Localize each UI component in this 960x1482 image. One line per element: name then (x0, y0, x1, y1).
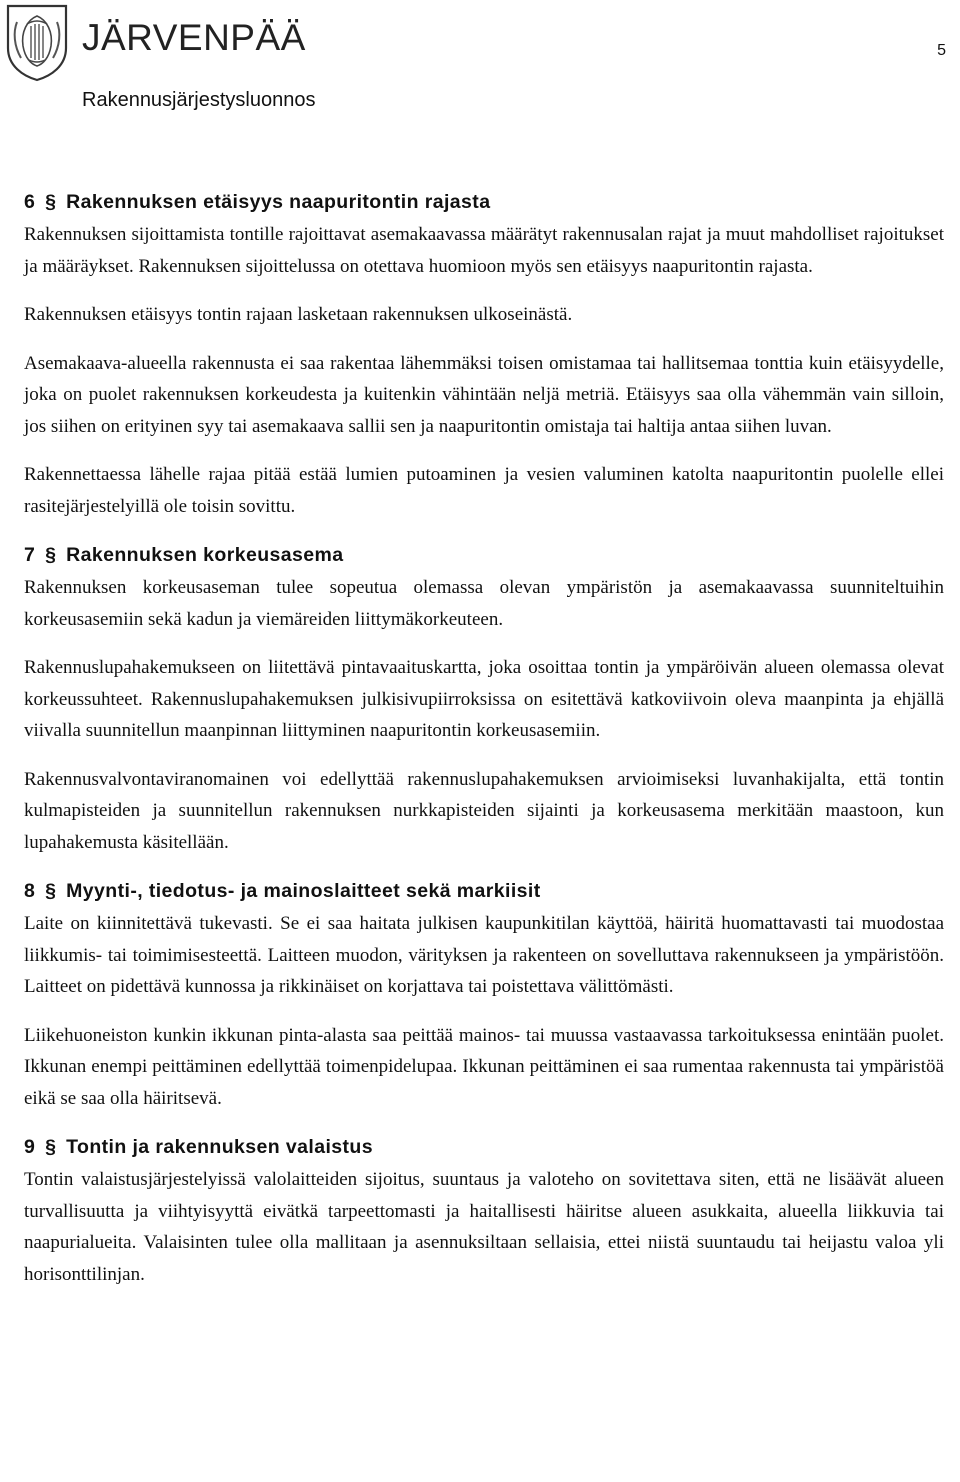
coat-of-arms-icon (3, 2, 71, 82)
section-heading (24, 876, 944, 906)
section-sign: § (45, 544, 57, 566)
section-title: Tontin ja rakennuksen valaistus (66, 1136, 373, 1158)
organization-name: JÄRVENPÄÄ (82, 17, 306, 58)
section-title: Rakennuksen etäisyys naapuritontin rajasta (66, 191, 491, 213)
section-title: Rakennuksen korkeusasema (66, 544, 344, 566)
document-body (24, 187, 944, 1290)
section-sign: § (45, 191, 57, 213)
paragraph: Liikehuoneiston kunkin ikkunan pinta-alasta saa peittää mainos- tai muussa vastaavassa tarkoituksessa enintään puolet. Ikkunan enempi peittäminen edellyttää toimenpidelupaa. Ikkunan peittäminen ei saa rumentaa rakennusta tai ympäristöä eikä se saa olla häiritsevä. (24, 1024, 944, 1109)
section-heading (24, 1132, 944, 1162)
paragraph: Rakennuksen etäisyys tontin rajaan lasketaan rakennuksen ulkoseinästä. (24, 304, 573, 325)
section-number: 6 (24, 191, 36, 213)
paragraph: Rakennusvalvontaviranomainen voi edellyttää rakennuslupahakemuksen arvioimiseksi luvanhakijalta, että tontin kulmapisteiden ja suunnitellun rakennuksen nurkkapisteiden sijainti ja korkeusasema merkitään maastoon, kun lupahakemusta käsitellään. (24, 768, 944, 853)
paragraph: Laite on kiinnitettävä tukevasti. Se ei saa haitata julkisen kaupunkitilan käyttöä, häiritä huomattavasti tai muodostaa liikkumis- tai toimimisesteettä. Laitteen muodon, värityksen ja rakenteen on sovelluttava rakennukseen ja ympäristöön. Laitteet on pidettävä kunnossa ja rikkinäiset on korjattava tai poistettava välittömästi. (24, 913, 944, 997)
section-sign: § (45, 880, 57, 902)
paragraph: Rakennuksen sijoittamista tontille rajoittavat asemakaavassa määrätyt rakennusalan rajat ja muut mahdolliset rajoitukset ja määräykset. Rakennuksen sijoittelussa on otettava huomioon myös sen etäisyys naapuritontin rajasta. (24, 224, 944, 277)
paragraph: Tontin valaistusjärjestelyissä valolaitteiden sijoitus, suuntaus ja valoteho on sovitettava siten, että ne lisäävät alueen turvallisuutta ja viihtyisyyttä eivätkä tarpeettomasti ja haitallisesti häiritse alueen asukkaita, alueella liikkuvia tai naapurialueita. Valaisinten tulee olla mallitaan ja asennuksiltaan sellaisia, ettei niistä suuntaudu tai heijastu valoa yli horisonttilinjan. (24, 1169, 944, 1285)
paragraph: Asemakaava-alueella rakennusta ei saa rakentaa lähemmäksi toisen omistamaa tai hallitsemaa tonttia kuin etäisyydelle, joka on puolet rakennuksen korkeudesta ja kuitenkin vähintään neljä metriä. Etäisyys saa olla vähemmän vain silloin, jos siihen on erityinen syy tai asemakaava sallii sen ja naapuritontin omistaja tai haltija antaa siihen luvan. (24, 352, 944, 437)
section-number: 9 (24, 1136, 36, 1158)
section-number: 7 (24, 544, 36, 566)
paragraph: Rakennuksen korkeusaseman tulee sopeutua olemassa olevan ympäristön ja asemakaavassa suunniteltuihin korkeusasemiin sekä kadun ja viemäreiden liittymäkorkeuteen. (24, 577, 944, 630)
section-title: Myynti-, tiedotus- ja mainoslaitteet sekä markiisit (66, 880, 541, 902)
page-header (0, 0, 960, 130)
section-heading (24, 540, 944, 570)
paragraph: Rakennuslupahakemukseen on liitettävä pintavaaituskartta, joka osoittaa tontin ja ympäröivän alueen olemassa olevat korkeussuhteet. Rakennuslupahakemuksen julkisivupiirroksissa on esitettävä katkoviivoin oleva maanpinta ja ehjällä viivalla suunnitellun maanpinnan liittyminen naapuritontin korkeusasemiin. (24, 657, 944, 741)
paragraph: Rakennettaessa lähelle rajaa pitää estää lumien putoaminen ja vesien valuminen katolta naapuritontin puolelle ellei rasitejärjestelyillä ole toisin sovittu. (24, 464, 944, 517)
section-heading (24, 187, 944, 217)
document-title: Rakennusjärjestysluonnos (82, 89, 316, 111)
page-number: 5 (937, 42, 946, 59)
section-sign: § (45, 1136, 57, 1158)
section-number: 8 (24, 880, 36, 902)
